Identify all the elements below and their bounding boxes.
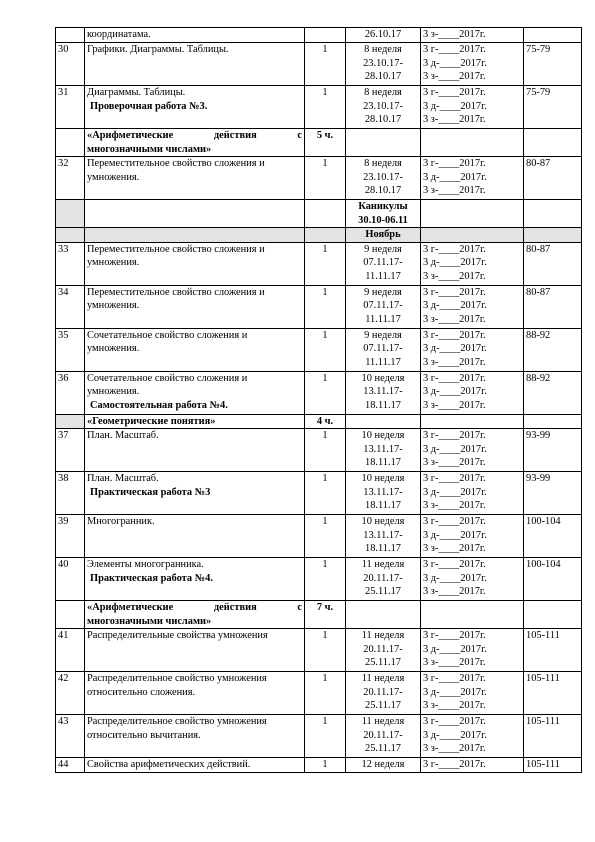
lesson-title-line: Распределительные свойства умножения [87,630,268,641]
lesson-dates-line: 11.11.17 [365,270,401,282]
lesson-actual-dates-line: 3 г-____2017г. [423,716,486,727]
table-row [56,28,582,43]
lesson-actual-dates [421,629,524,672]
topic-title-line: многозначными числами» [87,143,212,155]
lesson-actual-dates-line: 3 з-____2017г. [423,700,486,711]
lesson-dates-line: 25.11.17 [365,743,401,754]
lesson-pages: 105-111 [524,758,582,773]
lesson-pages: 75-79 [524,86,582,129]
lesson-title-line: Распределительное свойство умножения [87,673,267,684]
lesson-actual-dates-line: 3 д-____2017г. [423,171,487,183]
lesson-number: 36 [56,371,85,414]
lesson-actual-dates-line: 3 г-____2017г. [423,286,486,298]
lesson-hours: 1 [305,328,346,371]
lesson-pages: 93-99 [524,429,582,472]
lesson-dates-line: 8 неделя [364,87,402,98]
lesson-dates-line: 9 неделя [364,286,402,298]
lesson-actual-dates-line: 3 г-____2017г. [423,87,486,98]
empty-cell [421,129,524,157]
lesson-title [85,758,305,773]
lesson-dates-line: 10 неделя [361,473,405,484]
lesson-actual-dates [421,558,524,601]
lesson-actual-dates-line: 3 г-____2017г. [423,44,486,55]
topic-title-line: многозначными числами» [87,615,212,627]
lesson-actual-dates-line: 3 з-____2017г. [423,399,486,411]
lesson-dates-line: 11.11.17 [365,313,401,325]
topic-word: действия [213,602,257,613]
lesson-title [85,28,305,43]
lesson-actual-dates-line: 3 д-____2017г. [423,257,487,268]
lesson-dates [346,758,421,773]
lesson-hours [305,28,346,43]
lesson-actual-dates-line: 3 г-____2017г. [423,243,486,255]
lesson-hours: 1 [305,672,346,715]
table-row [56,558,582,601]
lesson-title-line: умножения. [87,171,140,183]
lesson-dates-line: 11 неделя [361,673,405,684]
lesson-actual-dates [421,242,524,285]
lesson-pages: 105-111 [524,629,582,672]
lesson-title-line: Многогранник. [87,516,155,527]
lesson-title-line: Переместительное свойство сложения и [87,286,265,298]
lesson-number: 43 [56,715,85,758]
topic-word: с [297,130,302,141]
lesson-actual-dates [421,472,524,515]
table-row [56,515,582,558]
lesson-hours: 1 [305,629,346,672]
lesson-title-line: Графики. Диаграммы. Таблицы. [87,44,229,55]
lesson-actual-dates-line: 3 г-____2017г. [423,473,486,484]
lesson-actual-dates [421,758,524,773]
lesson-dates-line: 26.10.17 [364,29,402,40]
lesson-plan-body [56,28,582,773]
lesson-title [85,629,305,672]
empty-cell [421,228,524,243]
lesson-dates-line: 23.10.17- [363,100,403,112]
lesson-hours: 1 [305,558,346,601]
lesson-dates-line: 11 неделя [361,716,405,727]
lesson-actual-dates [421,86,524,129]
lesson-title-line: умножения. [87,257,140,268]
lesson-title-line: умножения. [87,300,140,311]
topic-title [85,601,305,629]
lesson-dates-line: 28.10.17 [364,71,402,82]
table-row [56,715,582,758]
lesson-hours: 1 [305,242,346,285]
lesson-title-line: Распределительное свойство умножения [87,716,267,727]
lesson-actual-dates-line: 3 г-____2017г. [423,516,486,527]
lesson-title [85,429,305,472]
lesson-title [85,328,305,371]
lesson-dates-line: 8 неделя [364,158,402,169]
empty-cell [305,200,346,228]
lesson-title-line: Переместительное свойство сложения и [87,243,265,255]
lesson-actual-dates [421,43,524,86]
lesson-actual-dates-line: 3 д-____2017г. [423,486,487,498]
lesson-dates [346,629,421,672]
lesson-actual-dates-line: 3 з-____2017г. [423,313,486,325]
topic-word: действия [213,130,257,141]
lesson-title-line: умножения. [87,386,140,397]
table-row [56,371,582,414]
lesson-dates-line: 13.11.17- [363,386,403,397]
topic-word: «Арифметические [87,130,174,141]
table-row [56,601,582,629]
lesson-hours: 1 [305,715,346,758]
lesson-actual-dates [421,157,524,200]
lesson-pages: 88-92 [524,328,582,371]
lesson-dates [346,672,421,715]
table-row [56,129,582,157]
lesson-dates-line: 28.10.17 [364,185,402,196]
lesson-actual-dates-line: 3 д-____2017г. [423,572,487,584]
lesson-title-line: Сочетательное свойство сложения и [87,329,248,341]
holiday-label [346,200,421,228]
topic-number [56,601,85,629]
topic-hours: 4 ч. [305,414,346,429]
lesson-dates-line: 25.11.17 [365,657,401,668]
lesson-hours: 1 [305,285,346,328]
empty-cell [346,601,421,629]
lesson-hours: 1 [305,429,346,472]
table-row [56,758,582,773]
lesson-actual-dates-line: 3 д-____2017г. [423,386,487,397]
lesson-title [85,558,305,601]
topic-hours: 5 ч. [305,129,346,157]
empty-cell [85,200,305,228]
lesson-actual-dates-line: 3 з-____2017г. [423,457,486,468]
topic-title: «Геометрические понятия» [85,414,305,429]
table-row [56,328,582,371]
lesson-pages: 93-99 [524,472,582,515]
lesson-title [85,86,305,129]
lesson-actual-dates-line: 3 д-____2017г. [423,643,487,655]
lesson-title-line: умножения. [87,343,140,354]
table-row [56,157,582,200]
empty-cell [524,228,582,243]
lesson-dates [346,558,421,601]
lesson-actual-dates-line: 3 д-____2017г. [423,300,487,311]
lesson-dates-line: 07.11.17- [363,343,403,354]
empty-cell [85,228,305,243]
lesson-dates-line: 07.11.17- [363,300,403,311]
empty-cell [524,414,582,429]
lesson-number: 38 [56,472,85,515]
lesson-dates-line: 11.11.17 [365,356,401,368]
lesson-dates-line: 07.11.17- [363,257,403,268]
lesson-number: 30 [56,43,85,86]
lesson-actual-dates-line: 3 з-____2017г. [423,114,486,125]
lesson-title [85,515,305,558]
lesson-dates-line: 10 неделя [361,372,405,384]
lesson-number: 44 [56,758,85,773]
lesson-actual-dates-line: 3 з-____2017г. [423,543,486,554]
lesson-dates [346,515,421,558]
empty-cell [524,129,582,157]
lesson-title-line: Сочетательное свойство сложения и [87,372,248,384]
lesson-actual-dates-line: 3 д-____2017г. [423,529,487,541]
lesson-dates-line: 20.11.17- [363,643,403,655]
lesson-pages: 105-111 [524,715,582,758]
table-row [56,414,582,429]
lesson-actual-dates-line: 3 з-____2017г. [423,71,486,82]
lesson-note: Проверочная работа №3. [90,100,208,112]
lesson-actual-dates-line: 3 з-____2017г. [423,500,486,511]
lesson-actual-dates [421,371,524,414]
lesson-actual-dates [421,672,524,715]
lesson-title [85,242,305,285]
lesson-dates-line: 23.10.17- [363,57,403,69]
lesson-title-line: Свойства арифметических действий. [87,759,251,770]
lesson-pages: 80-87 [524,242,582,285]
lesson-dates [346,157,421,200]
empty-cell [524,601,582,629]
lesson-actual-dates-line: 3 г-____2017г. [423,158,486,169]
lesson-title [85,715,305,758]
holiday-label-line: Каникулы [358,201,408,212]
topic-number [56,414,85,429]
topic-word: «Арифметические [87,602,174,613]
lesson-actual-dates-line: 3 д-____2017г. [423,100,487,112]
lesson-actual-dates-line: 3 д-____2017г. [423,729,487,741]
lesson-pages: 80-87 [524,157,582,200]
lesson-actual-dates-line: 3 д-____2017г. [423,686,487,698]
lesson-pages: 105-111 [524,672,582,715]
lesson-dates [346,28,421,43]
lesson-title-line: относительно вычитания. [87,729,201,741]
lesson-pages [524,28,582,43]
lesson-actual-dates-line: 3 г-____2017г. [423,759,486,770]
lesson-dates-line: 20.11.17- [363,572,403,584]
empty-cell [305,228,346,243]
lesson-dates-line: 18.11.17 [365,399,401,411]
lesson-number: 33 [56,242,85,285]
lesson-dates-line: 25.11.17 [365,700,401,711]
lesson-pages: 80-87 [524,285,582,328]
table-row [56,242,582,285]
lesson-actual-dates-line: 3 г-____2017г. [423,430,486,441]
lesson-dates [346,242,421,285]
lesson-dates-line: 13.11.17- [363,529,403,541]
lesson-title-line: План. Масштаб. [87,430,159,441]
lesson-title [85,43,305,86]
lesson-dates [346,43,421,86]
lesson-title-line: Переместительное свойство сложения и [87,158,265,169]
empty-cell [346,129,421,157]
empty-cell [421,414,524,429]
lesson-pages: 75-79 [524,43,582,86]
empty-cell [421,200,524,228]
lesson-dates-line: 23.10.17- [363,171,403,183]
lesson-number: 39 [56,515,85,558]
lesson-dates-line: 18.11.17 [365,500,401,511]
holiday-label-line: 30.10-06.11 [358,214,408,226]
lesson-dates-line: 11 неделя [361,630,405,641]
lesson-title-line: относительно сложения. [87,686,196,698]
lesson-dates [346,472,421,515]
lesson-hours: 1 [305,43,346,86]
lesson-pages: 88-92 [524,371,582,414]
lesson-actual-dates [421,28,524,43]
lesson-dates-line: 13.11.17- [363,443,403,455]
empty-cell [56,200,85,228]
lesson-number: 31 [56,86,85,129]
lesson-title [85,285,305,328]
lesson-title-line: Диаграммы. Таблицы. [87,87,186,98]
lesson-dates-line: 20.11.17- [363,729,403,741]
empty-cell [56,228,85,243]
topic-number [56,129,85,157]
lesson-hours: 1 [305,371,346,414]
lesson-actual-dates-line: 3 з-____2017г. [423,185,486,196]
lesson-note: Самостоятельная работа №4. [90,399,228,411]
topic-hours: 7 ч. [305,601,346,629]
lesson-number: 32 [56,157,85,200]
lesson-title-line: План. Масштаб. [87,473,159,484]
lesson-actual-dates [421,715,524,758]
lesson-title [85,371,305,414]
table-row [56,43,582,86]
lesson-dates-line: 9 неделя [364,329,402,341]
lesson-title [85,472,305,515]
lesson-dates-line: 18.11.17 [365,543,401,554]
lesson-title-line: Элементы многогранника. [87,559,204,570]
topic-title-line [87,601,302,615]
lesson-actual-dates [421,285,524,328]
lesson-actual-dates-line: 3 з-____2017г. [423,356,486,368]
lesson-dates-line: 13.11.17- [363,486,403,498]
lesson-dates-line: 10 неделя [361,430,405,441]
lesson-dates-line: 18.11.17 [365,457,401,468]
lesson-dates-line: 28.10.17 [364,114,402,125]
month-label: Ноябрь [346,228,421,243]
topic-word: с [297,602,302,613]
lesson-dates [346,285,421,328]
lesson-actual-dates-line: 3 г-____2017г. [423,372,486,384]
lesson-actual-dates-line: 3 г-____2017г. [423,630,486,641]
lesson-actual-dates [421,429,524,472]
table-row [56,472,582,515]
lesson-number [56,28,85,43]
lesson-dates [346,86,421,129]
lesson-actual-dates-line: 3 з-____2017г. [423,270,486,282]
topic-title [85,129,305,157]
lesson-number: 42 [56,672,85,715]
lesson-dates-line: 10 неделя [361,516,405,527]
empty-cell [421,601,524,629]
lesson-actual-dates-line: 3 д-____2017г. [423,443,487,455]
lesson-number: 35 [56,328,85,371]
lesson-number: 37 [56,429,85,472]
lesson-title [85,672,305,715]
lesson-hours: 1 [305,472,346,515]
lesson-dates-line: 9 неделя [364,243,402,255]
lesson-actual-dates-line: 3 з-____2017г. [423,586,486,597]
table-row [56,200,582,228]
lesson-actual-dates-line: 3 г-____2017г. [423,673,486,684]
lesson-dates [346,371,421,414]
lesson-plan-table [55,27,582,773]
lesson-hours: 1 [305,86,346,129]
table-row [56,429,582,472]
lesson-dates-line: 25.11.17 [365,586,401,597]
lesson-number: 41 [56,629,85,672]
lesson-hours: 1 [305,758,346,773]
lesson-dates-line: 11 неделя [361,559,405,570]
lesson-actual-dates-line: 3 з-____2017г. [423,657,486,668]
topic-title-line [87,129,302,143]
lesson-actual-dates-line: 3 г-____2017г. [423,559,486,570]
lesson-hours: 1 [305,157,346,200]
lesson-number: 34 [56,285,85,328]
lesson-actual-dates-line: 3 з-____2017г. [423,743,486,754]
lesson-actual-dates-line: 3 г-____2017г. [423,329,486,341]
lesson-title [85,157,305,200]
lesson-dates [346,715,421,758]
lesson-pages: 100-104 [524,558,582,601]
lesson-actual-dates-line: 3 д-____2017г. [423,343,487,354]
lesson-title-line: координатама. [87,29,151,40]
empty-cell [346,414,421,429]
lesson-dates [346,429,421,472]
empty-cell [524,200,582,228]
lesson-pages: 100-104 [524,515,582,558]
lesson-actual-dates [421,515,524,558]
lesson-hours: 1 [305,515,346,558]
table-row [56,672,582,715]
lesson-dates-line: 12 неделя [361,759,405,770]
table-row [56,629,582,672]
lesson-dates-line: 8 неделя [364,44,402,55]
lesson-note: Практическая работа №3 [90,486,211,498]
lesson-number: 40 [56,558,85,601]
lesson-actual-dates-line: 3 з-____2017г. [423,29,486,40]
table-row [56,228,582,243]
table-row [56,86,582,129]
lesson-note: Практическая работа №4. [90,572,213,584]
lesson-actual-dates [421,328,524,371]
lesson-dates-line: 20.11.17- [363,686,403,698]
table-row [56,285,582,328]
lesson-dates [346,328,421,371]
lesson-actual-dates-line: 3 д-____2017г. [423,57,487,69]
